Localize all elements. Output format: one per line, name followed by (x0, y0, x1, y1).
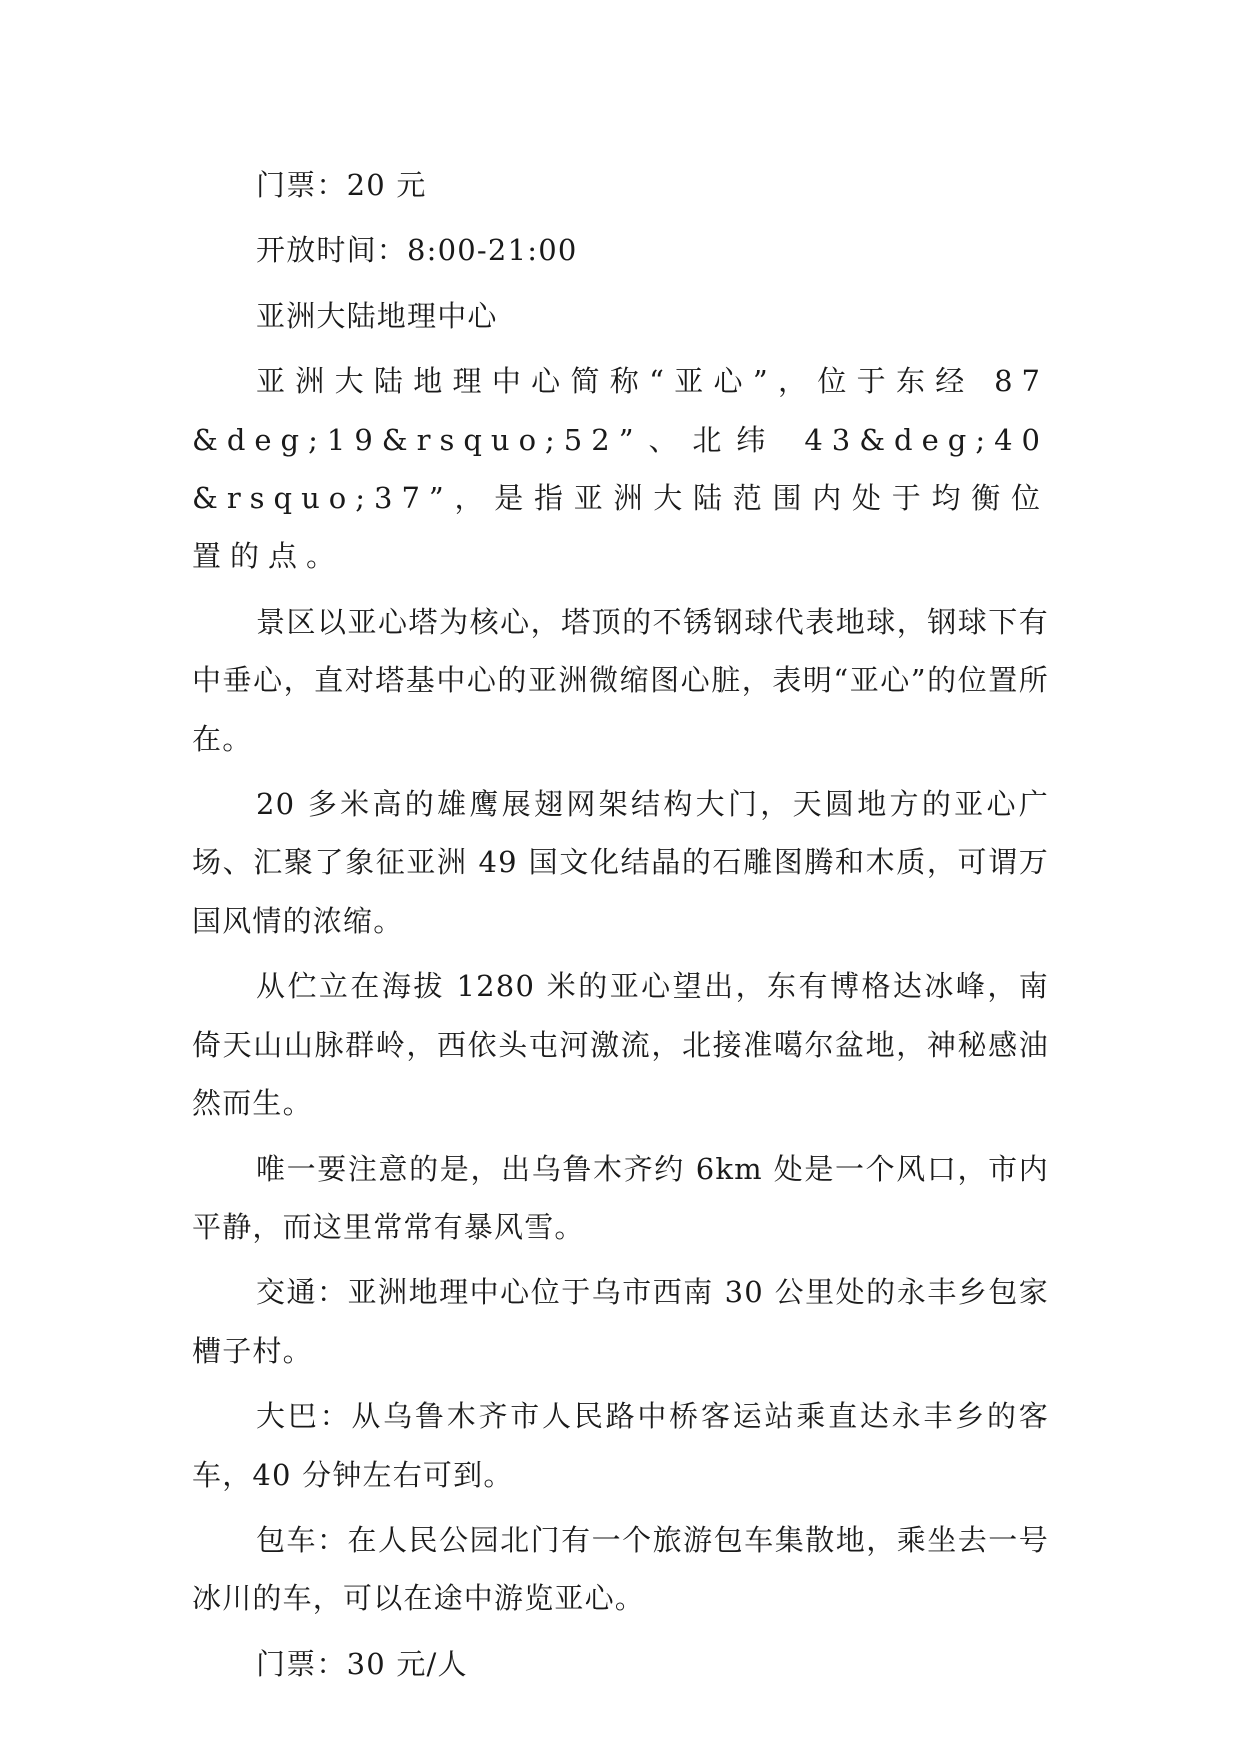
ticket-price-paragraph-2: 门票：30 元/人 (256, 1646, 468, 1681)
transport-paragraph: 交通：亚洲地理中心位于乌市西南 30 公里处的永丰乡包家槽子村。 (192, 1275, 1049, 1368)
weather-warning-paragraph: 唯一要注意的是，出乌鲁木齐约 6km 处是一个风口，市内平静，而这里常常有暴风雪。 (192, 1151, 1049, 1244)
bus-paragraph: 大巴：从乌鲁木齐市人民路中桥客运站乘直达永丰乡的客车，40 分钟左右可到。 (192, 1399, 1049, 1492)
scenery-paragraph: 从伫立在海拔 1280 米的亚心望出，东有博格达冰峰，南倚天山山脉群岭，西依头屯河激流，北接准噶尔盆地，神秘感油然而生。 (192, 969, 1049, 1121)
ticket-price-paragraph: 门票：20 元 (256, 168, 427, 202)
section-heading: 亚洲大陆地理中心 (256, 298, 498, 333)
gate-plaza-paragraph: 20 多米高的雄鹰展翅网架结构大门，天圆地方的亚心广场、汇聚了象征亚洲 49 国文化结晶的石雕图腾和木质，可谓万国风情的浓缩。 (192, 787, 1049, 938)
tower-paragraph: 景区以亚心塔为核心，塔顶的不锈钢球代表地球，钢球下有中垂心，直对塔基中心的亚洲微缩图心脏，表明“亚心”的位置所在。 (192, 604, 1049, 756)
charter-paragraph: 包车：在人民公园北门有一个旅游包车集散地，乘坐去一号冰川的车，可以在途中游览亚心。 (192, 1522, 1049, 1616)
location-paragraph: 亚洲大陆地理中心简称“亚心”，位于东经 87&deg;19&rsquo;52”、北纬 43&deg;40&rsquo;37”，是指亚洲大陆范围内处于均衡位置的点。 (192, 364, 1049, 574)
opening-hours-paragraph: 开放时间：8:00-21:00 (256, 233, 578, 268)
